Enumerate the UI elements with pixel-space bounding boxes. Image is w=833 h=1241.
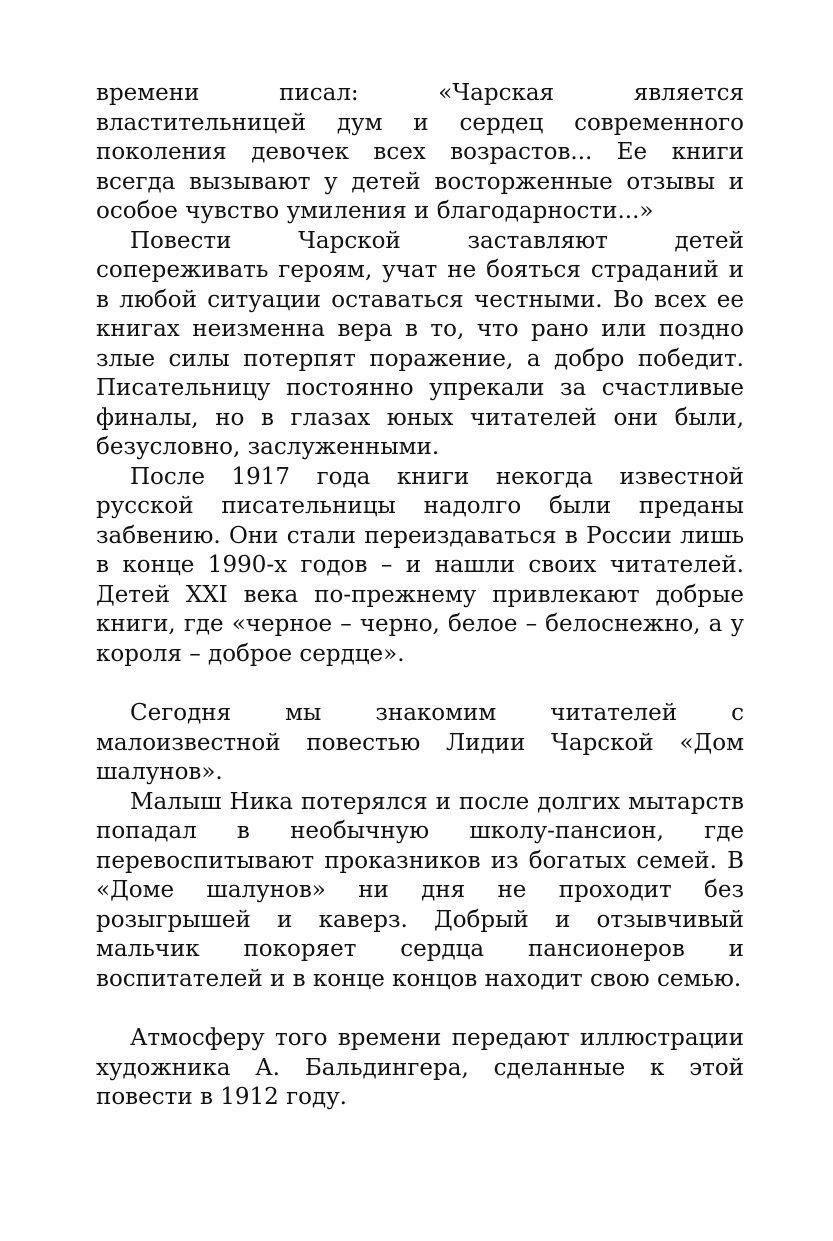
paragraph-empathy: Повести Чарской заставляют детей сопереживать героям, учат не бояться страданий и в любой ситуации оставаться честными. Во всех ее книгах неизменна вера в то, что рано или поздно злые силы потерпят поражение, а добро победит. Писательницу постоянно упрекали за счастливые финалы, но в глазах юных читателей они были, безусловно, заслуженными. — [96, 227, 744, 460]
paragraph-quote: времени писал: «Чарская является властительницей дум и сердец современного поколения девочек всех возрастов... Ее книги всегда вызывают у детей восторженные отзывы и особое чувство умиления и благодарности...» — [96, 80, 744, 224]
paragraph-history: После 1917 года книги некогда известной русской писательницы надолго были преданы забвению. Они стали переиздаваться в России лишь в конце 1990-х годов – и нашли своих читателей. Детей XXI века по-прежнему привлекают добрые книги, где «черное – черно, белое – белоснежно, а у короля – доброе сердце». — [96, 463, 744, 667]
paragraph-plot: Малыш Ника потерялся и после долгих мытарств попадал в необычную школу-пансион, где перевоспитывают проказников из богатых семей. В «Доме шалунов» ни дня не проходит без розыгрышей и каверз. Добрый и отзывчивый мальчик покоряет сердца пансионеров и воспитателей и в конце концов находит свою семью. — [96, 788, 744, 992]
paragraph-illustrations: Атмосферу того времени передают иллюстрации художника А. Бальдингера, сделанные к этой повести в 1912 году. — [96, 1025, 744, 1110]
section-divider-space — [96, 669, 744, 699]
paragraph-intro: Сегодня мы знакомим читателей с малоизвестной повестью Лидии Чарской «Дом шалунов». — [96, 700, 744, 785]
page-body — [96, 79, 744, 1113]
section-divider-space — [96, 994, 744, 1024]
